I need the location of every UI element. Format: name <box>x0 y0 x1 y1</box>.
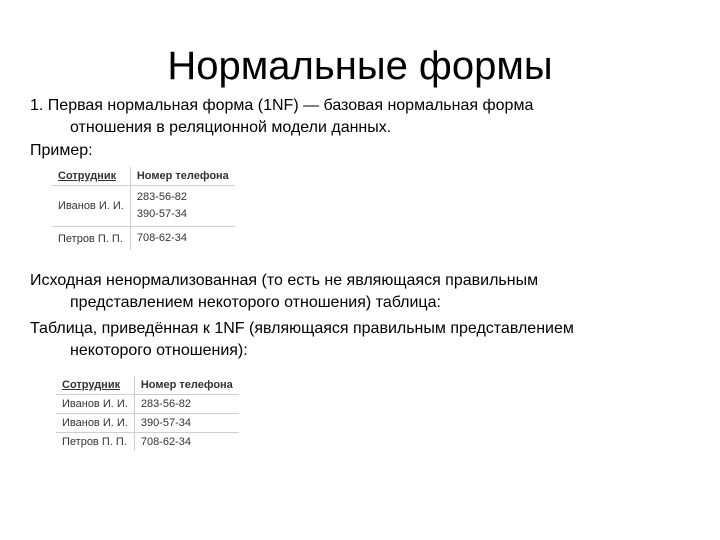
normalized-table <box>56 376 239 451</box>
definition-line-2: отношения в реляционной модели данных. <box>70 119 392 136</box>
phone-value: 390-57-34 <box>136 208 187 220</box>
employee-cell: Петров П. П. <box>58 232 123 245</box>
table-header-row <box>52 167 235 186</box>
definition-line-1: 1. Первая нормальная форма (1NF) — базовая нормальная форма <box>30 97 534 114</box>
phone-cell: 390-57-34 <box>134 414 238 433</box>
phone-cell: 283-56-82 <box>134 395 238 414</box>
table-row <box>56 395 239 414</box>
header-phone: Номер телефона <box>130 167 234 186</box>
normalized-description <box>30 318 700 362</box>
table-row <box>52 227 235 251</box>
employee-cell: Петров П. П. <box>62 436 127 448</box>
phone-cell: 708-62-34 <box>134 433 238 452</box>
table-header-row <box>56 376 239 395</box>
employee-cell: Иванов И. И. <box>56 414 134 433</box>
phone-cell <box>130 227 234 251</box>
unnormalized-line-1: Исходная ненормализованная (то есть не являющаяся правильным <box>30 272 539 289</box>
employee-cell: Иванов И. И. <box>56 395 134 414</box>
example-label: Пример: <box>30 142 93 159</box>
unnormalized-description <box>30 270 700 314</box>
unnormalized-line-2: представлением некоторого отношения) таблица: <box>70 294 441 311</box>
employee-cell: Иванов И. И. <box>52 186 130 227</box>
normalized-line-2: некоторого отношения): <box>70 342 248 359</box>
header-employee: Сотрудник <box>56 376 134 395</box>
definition-paragraph <box>30 95 700 139</box>
header-phone: Номер телефона <box>134 376 238 395</box>
phone-value: 708-62-34 <box>136 232 187 244</box>
phone-cell <box>130 186 234 227</box>
table-row <box>52 186 235 227</box>
table-row <box>56 414 239 433</box>
phone-value: 283-56-82 <box>136 191 187 203</box>
table-row <box>56 433 239 452</box>
normalized-line-1: Таблица, приведённая к 1NF (являющаяся правильным представлением <box>30 320 574 337</box>
header-employee: Сотрудник <box>52 167 130 186</box>
unnormalized-table <box>52 167 235 250</box>
slide-title: Нормальные формы <box>167 44 553 88</box>
